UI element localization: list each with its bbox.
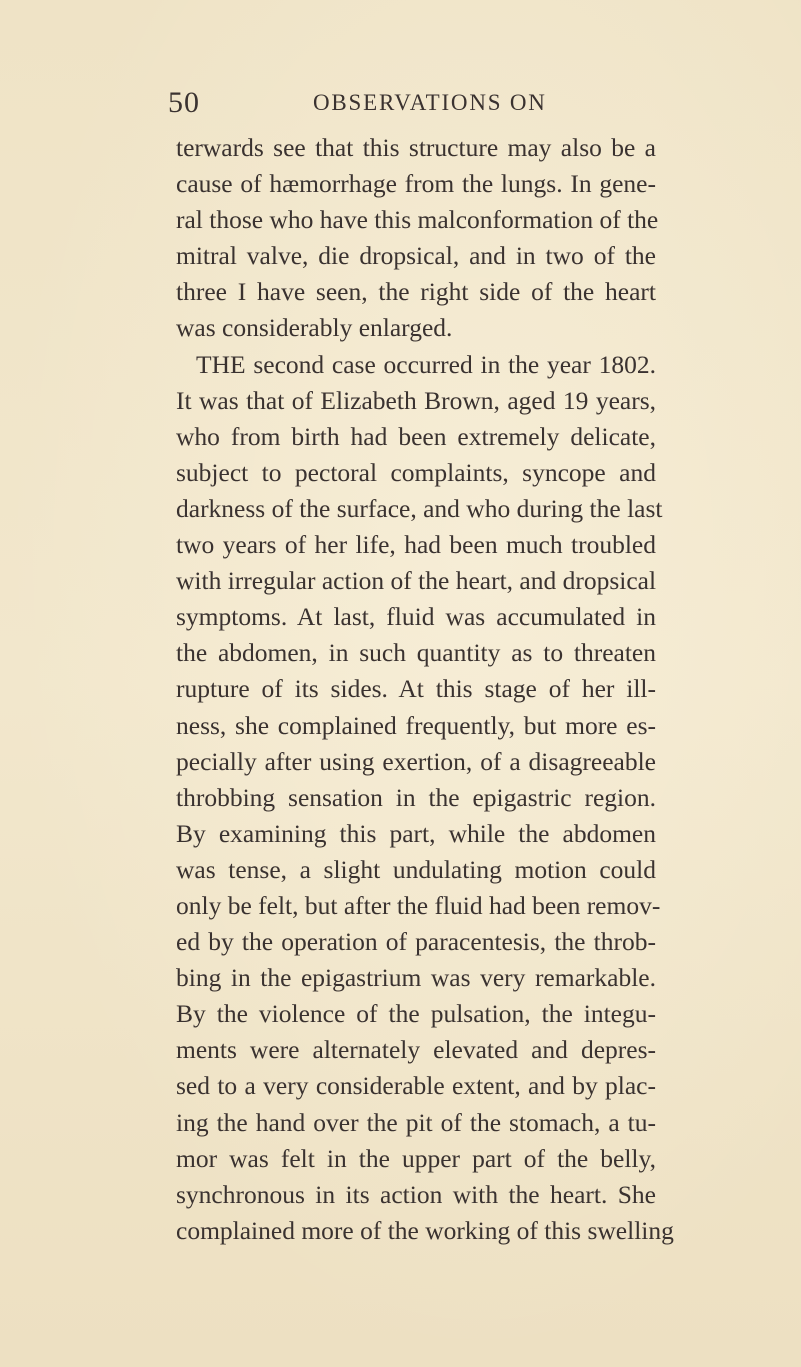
text-line: terwards see that this structure may also be a: [176, 133, 656, 162]
text-line: three I have seen, the right side of the heart: [176, 277, 656, 307]
page-number: 50: [168, 86, 200, 119]
text-line: mor was felt in the upper part of the belly,: [176, 1143, 656, 1173]
text-line: was tense, a slight undulating motion could: [176, 854, 656, 884]
text-line: ing the hand over the pit of the stomach, a tu-: [176, 1107, 656, 1137]
text-line: rupture of its sides. At this stage of her ill-: [176, 674, 656, 704]
text-line: It was that of Elizabeth Brown, aged 19 years,: [176, 385, 656, 415]
text-line: By examining this part, while the abdomen: [176, 818, 656, 848]
text-line: symptoms. At last, fluid was accumulated in: [176, 602, 656, 632]
text-line: who from birth had been extremely delicate,: [176, 421, 656, 451]
running-title: OBSERVATIONS ON: [313, 90, 547, 115]
text-line: ments were alternately elevated and depres-: [176, 1035, 656, 1065]
text-line: darkness of the surface, and who during the last: [176, 493, 663, 523]
text-line: ral those who have this malconformation of the: [176, 205, 659, 235]
text-line: throbbing sensation in the epigastric region.: [176, 782, 656, 812]
text-line: cause of hæmorrhage from the lungs. In gene-: [176, 169, 656, 199]
text-line: two years of her life, had been much troubled: [176, 530, 656, 560]
text-line: the abdomen, in such quantity as to threaten: [176, 638, 656, 668]
text-line: synchronous in its action with the heart. She: [176, 1179, 656, 1209]
text-line: THE second case occurred in the year 1802.: [196, 349, 656, 379]
text-line: sed to a very considerable extent, and by plac-: [176, 1071, 656, 1101]
text-line: bing in the epigastrium was very remarkable.: [176, 963, 656, 993]
body-text: [176, 130, 674, 1249]
text-line: only be felt, but after the fluid had been remov-: [176, 890, 661, 920]
running-head: [168, 86, 608, 126]
text-line: By the violence of the pulsation, the integu-: [176, 999, 656, 1029]
text-line: ed by the operation of paracentesis, the throb-: [176, 927, 656, 957]
text-line: with irregular action of the heart, and dropsical: [176, 566, 657, 596]
text-line: ness, she complained frequently, but more es-: [176, 710, 656, 740]
text-line: mitral valve, die dropsical, and in two of the: [176, 241, 656, 271]
text-line: pecially after using exertion, of a disagreeable: [176, 746, 656, 776]
text-line: subject to pectoral complaints, syncope and: [176, 457, 656, 487]
text-line: complained more of the working of this swelling: [176, 1215, 674, 1245]
text-line: was considerably enlarged.: [176, 313, 453, 343]
